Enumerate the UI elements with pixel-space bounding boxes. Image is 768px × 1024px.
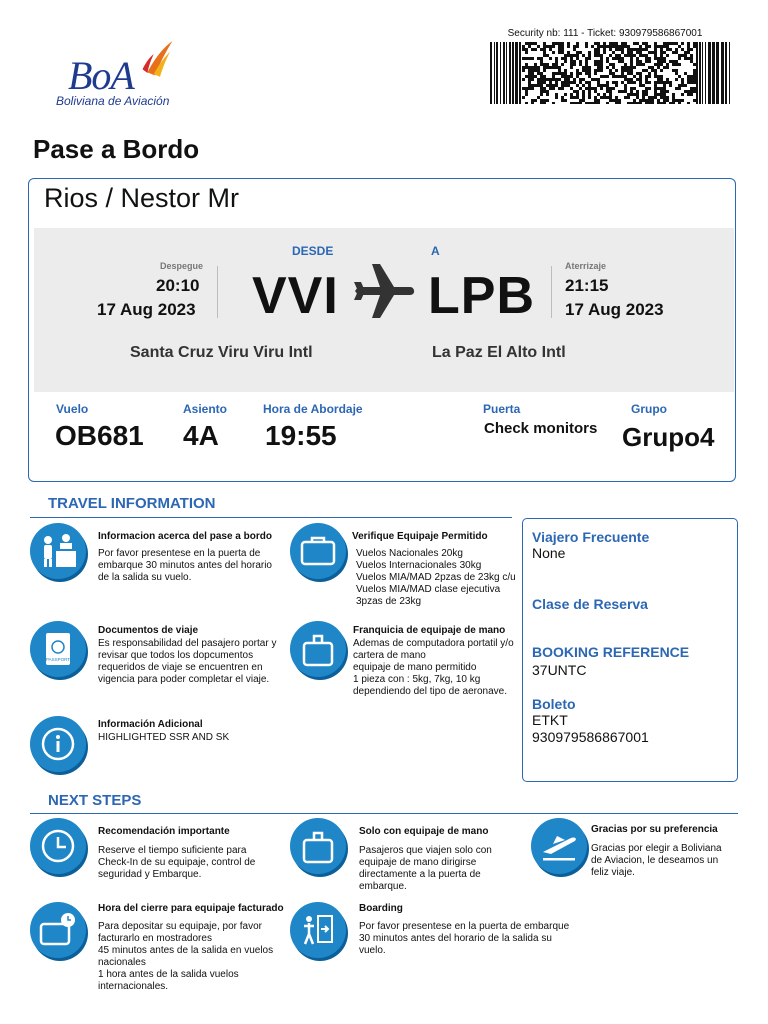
- checked-bag-clock-icon: [30, 902, 86, 958]
- suitcase-icon: [290, 523, 346, 579]
- departure-time: 20:10: [156, 276, 200, 295]
- asiento-label: Asiento: [183, 402, 228, 416]
- step-3-title: Gracias por su preferencia: [591, 824, 718, 835]
- vuelo-label: Vuelo: [56, 402, 89, 416]
- ticket-type: ETKT: [532, 712, 568, 728]
- divider-left: [217, 266, 218, 318]
- divider-right: [551, 266, 552, 318]
- passport-icon: [30, 621, 86, 677]
- origin-code: VVI: [252, 267, 339, 325]
- logo-wordmark: BoA: [68, 53, 134, 98]
- passenger-name: Rios / Nestor Mr: [44, 183, 240, 213]
- info-item-3-title: Documentos de viaje: [98, 625, 199, 636]
- info-item-2-text: Vuelos Nacionales 20kg Vuelos Internacionales 30kg Vuelos MIA/MAD 2pzas de 23kg c/u Vuelos MIA/MAD clase ejecutiva 3pzas de 23kg: [356, 548, 516, 607]
- plane-takeoff-icon: [531, 818, 587, 874]
- gate: Check monitors: [484, 420, 598, 437]
- info-item-4-text: Ademas de computadora portatil y/o cartera de mano equipaje de mano permitido 1 pieza con : 5kg, 7kg, 10 kg dependiendo del tipo de aeronave.: [353, 638, 514, 697]
- desde-label: DESDE: [292, 244, 334, 258]
- origin-airport-name: Santa Cruz Viru Viru Intl: [130, 344, 313, 361]
- carry-on-only-icon: [290, 818, 346, 874]
- step-2-title: Solo con equipaje de mano: [359, 826, 489, 837]
- a-label: A: [431, 244, 440, 258]
- info-icon: [30, 716, 86, 772]
- step-2-text: Pasajeros que viajen solo con equipaje de mano dirigirse directamente a la puerta de embarque.: [359, 845, 492, 892]
- logo-subtitle: Boliviana de Aviación: [56, 94, 170, 108]
- flight-number: OB681: [55, 420, 144, 451]
- frequent-flyer-value: None: [532, 545, 566, 561]
- frequent-flyer-label: Viajero Frecuente: [532, 529, 650, 545]
- booking-class-label: Clase de Reserva: [532, 596, 648, 612]
- info-item-2-title: Verifique Equipaje Permitido: [352, 531, 488, 542]
- info-item-1-text: Por favor presentese en la puerta de embarque 30 minutos antes del horario de la salida su vuelo.: [98, 548, 272, 583]
- grupo-label: Grupo: [631, 402, 667, 416]
- security-ticket-line: Security nb: 111 - Ticket: 930979586867001: [507, 28, 703, 39]
- boarding-time: 19:55: [265, 420, 337, 451]
- step-3-text: Gracias por elegir a Boliviana de Aviacion, le deseamos un feliz viaje.: [591, 843, 722, 878]
- step-5-title: Boarding: [359, 903, 403, 914]
- seat: 4A: [183, 420, 219, 451]
- step-1-text: Reserve el tiempo suficiente para Check-In de su equipaje, control de seguridad y Embarque.: [98, 845, 256, 880]
- step-4-text: Para depositar su equipaje, por favor facturarlo en mostradores 45 minutos antes de la salida en vuelos nacionales 1 hora antes de la salida vuelos internacionales.: [98, 921, 274, 992]
- info-item-1-title: Informacion acerca del pase a bordo: [98, 531, 272, 542]
- departure-date: 17 Aug 2023: [97, 300, 196, 319]
- puerta-label: Puerta: [483, 402, 521, 416]
- barcode-icon: [490, 42, 730, 104]
- travel-info-rule: [30, 517, 512, 518]
- info-item-4-title: Franquicia de equipaje de mano: [353, 625, 506, 636]
- arrival-date: 17 Aug 2023: [565, 300, 664, 319]
- next-steps-rule: [30, 813, 738, 814]
- arrival-time: 21:15: [565, 276, 609, 295]
- counter-icon: [30, 523, 86, 579]
- step-5-text: Por favor presentese en la puerta de embarque 30 minutos antes del horario de la salida su vuelo.: [359, 921, 570, 956]
- booking-reference-label: BOOKING REFERENCE: [532, 644, 690, 660]
- boarding-gate-icon: [290, 902, 346, 958]
- step-4-title: Hora del cierre para equipaje facturado: [98, 903, 284, 914]
- step-1-title: Recomendación importante: [98, 826, 230, 837]
- ticket-label: Boleto: [532, 696, 576, 712]
- info-item-3-text: Es responsabilidad del pasajero portar y revisar que todos los dopcumentos requeridos de viaje se encuentren en vigencia para poder completar el viaje.: [98, 638, 277, 685]
- destination-airport-name: La Paz El Alto Intl: [432, 344, 566, 361]
- travel-info-title: TRAVEL INFORMATION: [48, 495, 216, 512]
- ticket-number: 930979586867001: [532, 729, 649, 745]
- next-steps-title: NEXT STEPS: [48, 792, 142, 809]
- destination-code: LPB: [428, 267, 535, 325]
- passport-text: PASSPORT: [45, 657, 71, 662]
- hora-abordaje-label: Hora de Abordaje: [263, 402, 363, 416]
- despegue-label: Despegue: [160, 261, 204, 271]
- booking-reference-value: 37UNTC: [532, 662, 587, 678]
- aterrizaje-label: Aterrizaje: [565, 261, 607, 271]
- carry-on-bag-icon: [290, 621, 346, 677]
- airplane-icon: [352, 260, 418, 322]
- group: Grupo4: [622, 422, 715, 452]
- info-item-5-title: Información Adicional: [98, 719, 203, 730]
- page-title: Pase a Bordo: [33, 134, 200, 164]
- clock-icon: [30, 818, 86, 874]
- info-item-5-text: HIGHLIGHTED SSR AND SK: [98, 732, 230, 743]
